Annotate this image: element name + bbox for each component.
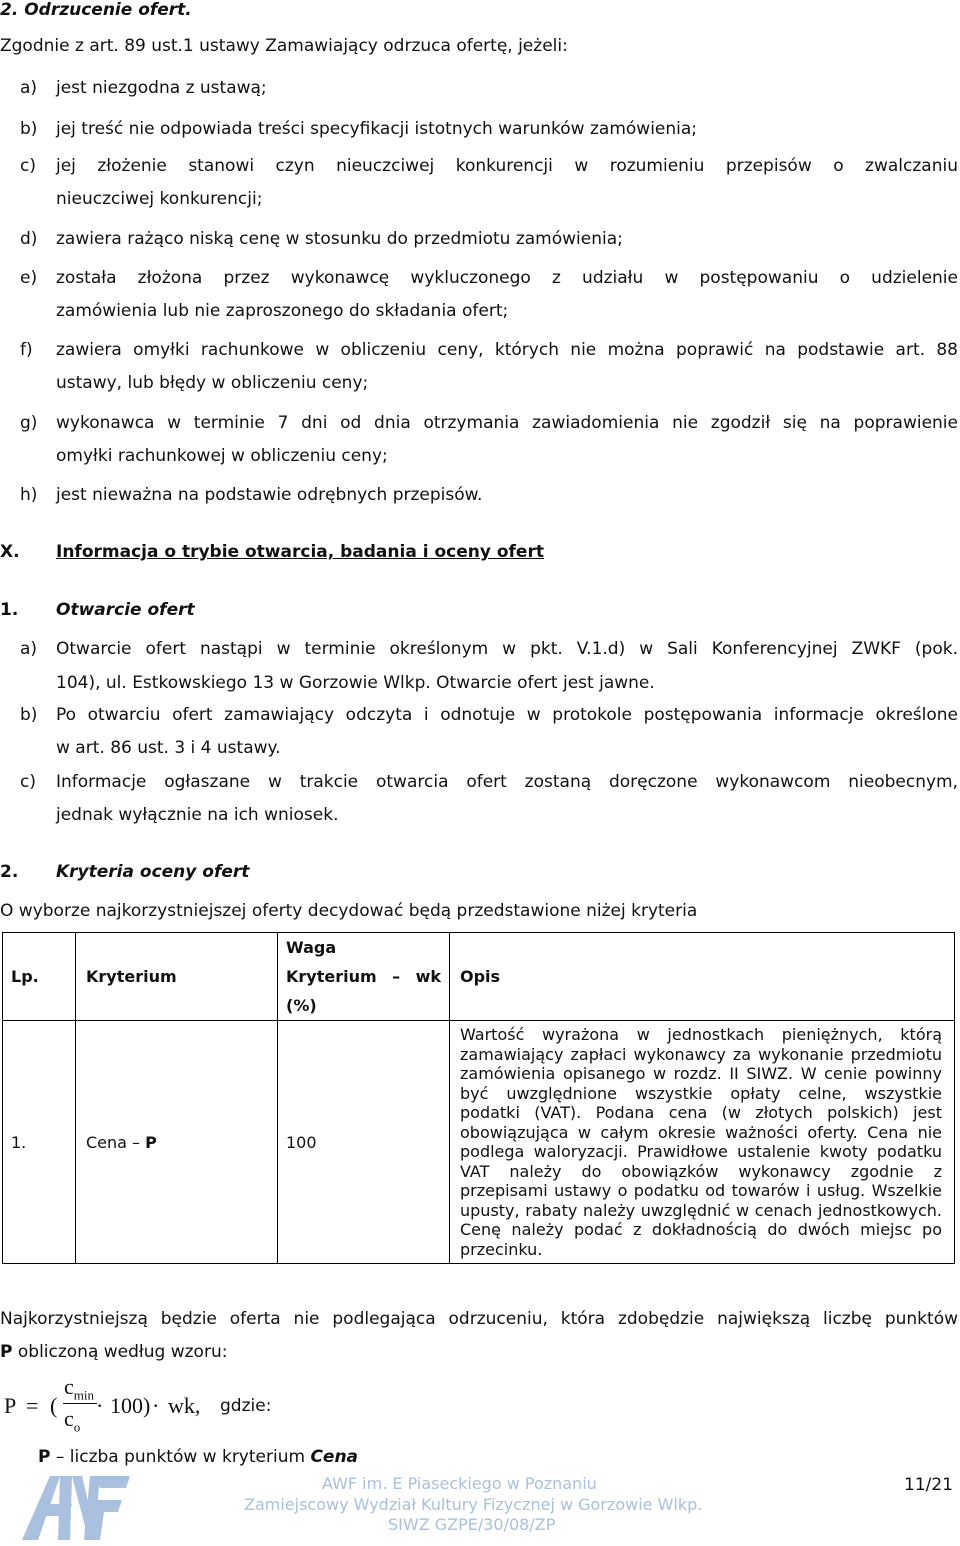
cell-kryterium-prefix: Cena – (86, 1132, 146, 1152)
list-label: a) (20, 78, 38, 98)
list-item-cont: ustawy, lub błędy w obliczeniu ceny; (56, 373, 369, 393)
header-waga (278, 933, 450, 1021)
chapter-title: Informacja o trybie otwarcia, badania i oceny ofert (56, 542, 544, 562)
list-item: wykonawca w terminie 7 dni od dnia otrzymania zawiadomienia nie zgodził się na poprawienie (56, 413, 958, 433)
list-item-cont: omyłki rachunkowej w obliczeniu ceny; (56, 446, 388, 466)
page-number: 11/21 (904, 1475, 953, 1495)
list-label: c) (20, 772, 36, 792)
formula-lhs: P (4, 1393, 17, 1418)
list-item: jej treść nie odpowiada treści specyfikacji istotnych warunków zamówienia; (56, 119, 698, 139)
header-opis: Opis (450, 933, 955, 1021)
list-label: a) (20, 639, 38, 659)
list-label: e) (20, 268, 38, 288)
cell-kryterium-symbol: P (145, 1132, 157, 1152)
chapter-number: X. (0, 542, 20, 562)
footer-reference: SIWZ GZPE/30/08/ZP (388, 1515, 556, 1534)
header-waga-line1: Waga (286, 938, 337, 957)
list-label: c) (20, 156, 36, 176)
list-item-cont: w art. 86 ust. 3 i 4 ustawy. (56, 738, 281, 758)
table-row (3, 1021, 955, 1264)
list-item: Otwarcie ofert nastąpi w terminie określonym w pkt. V.1.d) w Sali Konferencyjnej ZWKF (pok. (56, 639, 958, 659)
list-label: h) (20, 485, 38, 505)
footer-institution: AWF im. E Piaseckiego w Poznaniu (322, 1474, 597, 1493)
subsection-number: 1. (0, 600, 19, 620)
list-label: b) (20, 119, 38, 139)
formula-hundred: 100) (110, 1393, 151, 1418)
subsection-number: 2. (0, 862, 19, 882)
formula-numerator-sub: min (73, 1387, 94, 1403)
list-item: jest nieważna na podstawie odrębnych przepisów. (56, 485, 483, 505)
formula-denominator (64, 1406, 80, 1435)
cell-opis: Wartość wyrażona w jednostkach pieniężnych, którą zamawiający zapłaci wykonawcy za wykonanie przedmiotu zamówienia opisanego w rozdz. II SIWZ. W cenie powinny być uwzględnione wszystkie opłaty celne, wszystkie podatki (VAT). Podana cena (w złotych polskich) jest obowiązująca w całym okresie ważności oferty. Cena nie podlega waloryzacji. Prawidłowe ustalenie kwoty podatku VAT należy do obowiązków wykonawcy zgodnie z przepisami ustawy o podatku od towarów i usług. Wszelkie upusty, rabaty należy uwzględnić w cenach jednostkowych. Cenę należy podać z dokładnością do dwóch miejsc po przecinku. (450, 1021, 955, 1264)
formula-times: · (152, 1393, 160, 1418)
formula-gdzie: gdzie: (220, 1396, 272, 1416)
list-item-cont: 104), ul. Estkowskiego 13 w Gorzowie Wlkp. Otwarcie ofert jest jawne. (56, 673, 655, 693)
formula-wk: wk, (168, 1393, 201, 1418)
list-label: b) (20, 705, 38, 725)
formula-eq: = (26, 1393, 39, 1418)
list-item: Po otwarciu ofert zamawiający odczyta i odnotuje w protokole postępowania informacje określone (56, 705, 958, 725)
formula-legend (38, 1447, 358, 1467)
list-item: jej złożenie stanowi czyn nieuczciwej konkurencji w rozumieniu przepisów o zwalczaniu (56, 156, 958, 176)
subsection-title: Otwarcie ofert (56, 600, 195, 620)
list-item: została złożona przez wykonawcę wykluczonego z udziału w postępowaniu o udzielenie (56, 268, 958, 288)
list-item-cont: jednak wyłącznie na ich wniosek. (56, 805, 339, 825)
closing-rest: obliczoną według wzoru: (12, 1342, 228, 1362)
formula-numerator-c: c (64, 1374, 74, 1399)
criteria-table (2, 932, 955, 1264)
formula-times: · (96, 1393, 104, 1418)
list-item: jest niezgodna z ustawą; (56, 78, 267, 98)
subsection-title: Kryteria oceny ofert (56, 862, 250, 882)
cell-lp: 1. (3, 1021, 76, 1264)
score-formula (0, 1374, 300, 1442)
closing-text-cont (0, 1342, 227, 1362)
cell-waga: 100 (278, 1021, 450, 1264)
list-item: zawiera omyłki rachunkowe w obliczeniu ceny, których nie można poprawić na podstawie art. 88 (56, 340, 958, 360)
legend-criterion: Cena (310, 1447, 359, 1467)
section-intro: Zgodnie z art. 89 ust.1 ustawy Zamawiający odrzuca ofertę, jeżeli: (0, 36, 568, 56)
list-label: d) (20, 229, 38, 249)
formula-numerator (64, 1374, 94, 1403)
list-item-cont: nieuczciwej konkurencji; (56, 189, 263, 209)
awf-logo-icon (20, 1470, 132, 1542)
table-header-row (3, 933, 955, 1021)
list-item: Informacje ogłaszane w trakcie otwarcia ofert zostaną doręczone wykonawcom nieobecnym, (56, 772, 958, 792)
list-label: g) (20, 413, 38, 433)
list-label: f) (20, 340, 33, 360)
header-lp: Lp. (3, 933, 76, 1021)
criteria-intro: O wyborze najkorzystniejszej oferty decydować będą przedstawione niżej kryteria (0, 901, 698, 921)
footer-faculty: Zamiejscowy Wydział Kultury Fizycznej w Gorzowie Wlkp. (244, 1495, 703, 1514)
section-heading: 2. Odrzucenie ofert. (0, 0, 192, 20)
closing-symbol: P (0, 1342, 13, 1362)
header-kryterium: Kryterium (76, 933, 278, 1021)
list-item: zawiera rażąco niską cenę w stosunku do przedmiotu zamówienia; (56, 229, 623, 249)
closing-text: Najkorzystniejszą będzie oferta nie podlegająca odrzuceniu, która zdobędzie największą liczbę punktów (0, 1309, 958, 1329)
formula-fraction-bar (63, 1403, 97, 1404)
header-waga-line2: Kryterium – wk (286, 967, 441, 986)
legend-text: – liczba punktów w kryterium (50, 1447, 311, 1467)
cell-kryterium (76, 1021, 278, 1264)
formula-open-paren: ( (50, 1393, 58, 1418)
header-waga-line3: (%) (286, 996, 317, 1015)
legend-symbol: P (38, 1447, 51, 1467)
list-item-cont: zamówienia lub nie zaproszonego do składania ofert; (56, 301, 509, 321)
formula-denominator-c: c (64, 1406, 74, 1431)
formula-denominator-sub: o (73, 1419, 81, 1435)
